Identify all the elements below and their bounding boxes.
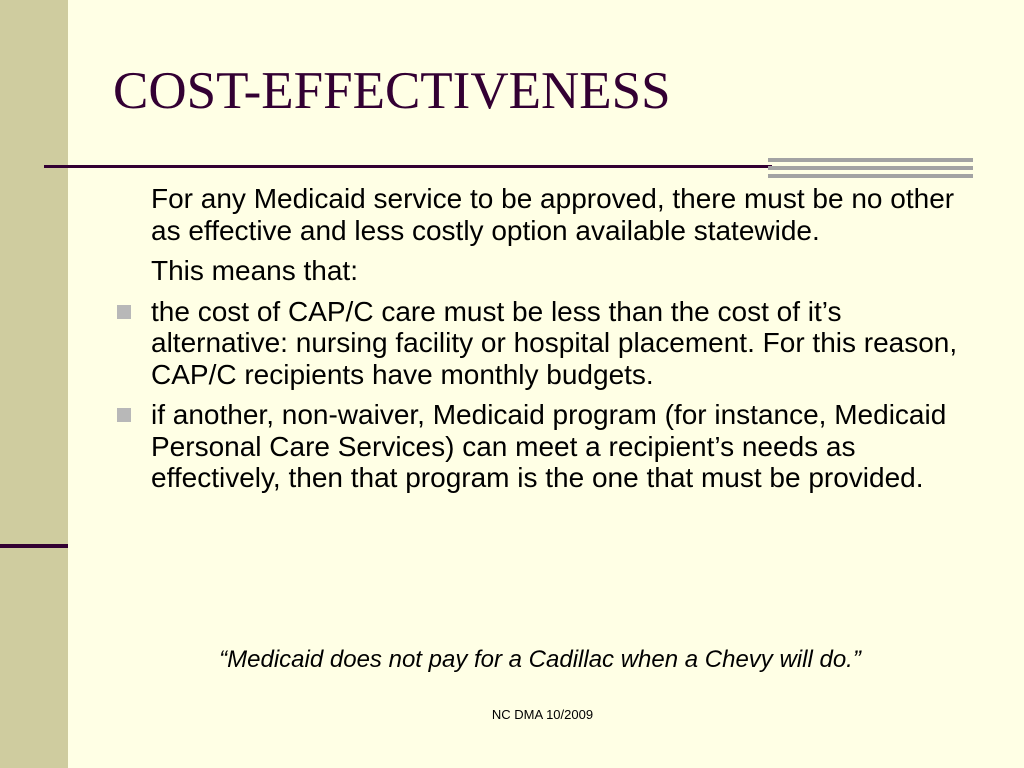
bullet-item — [113, 399, 963, 494]
bullet-text: the cost of CAP/C care must be less than the cost of it’s alternative: nursing facility or hospital placement. For this reason, CAP/C recipients have monthly budgets. — [151, 295, 958, 390]
slide-body — [113, 183, 963, 503]
decorative-grey-bars — [768, 158, 973, 182]
title-divider-line — [44, 165, 772, 168]
square-bullet-icon — [117, 305, 131, 319]
slide-title: COST-EFFECTIVENESS — [113, 62, 671, 120]
bullet-item — [113, 296, 963, 391]
closing-quote: “Medicaid does not pay for a Cadillac when a Chevy will do.” — [219, 646, 861, 673]
intro-paragraph: For any Medicaid service to be approved, there must be no other as effective and less costly option available statewide. — [151, 183, 955, 246]
grey-bar — [768, 166, 973, 170]
bullet-text: if another, non-waiver, Medicaid program (for instance, Medicaid Personal Care Services) can meet a recipient’s needs as effectively, then that program is the one that must be provided. — [151, 399, 947, 493]
lead-in-paragraph: This means that: — [151, 255, 358, 286]
grey-bar — [768, 158, 973, 162]
slide-footer: NC DMA 10/2009 — [491, 707, 594, 722]
grey-bar — [768, 174, 973, 178]
square-bullet-icon — [117, 408, 131, 422]
left-band-accent-line — [0, 544, 68, 548]
